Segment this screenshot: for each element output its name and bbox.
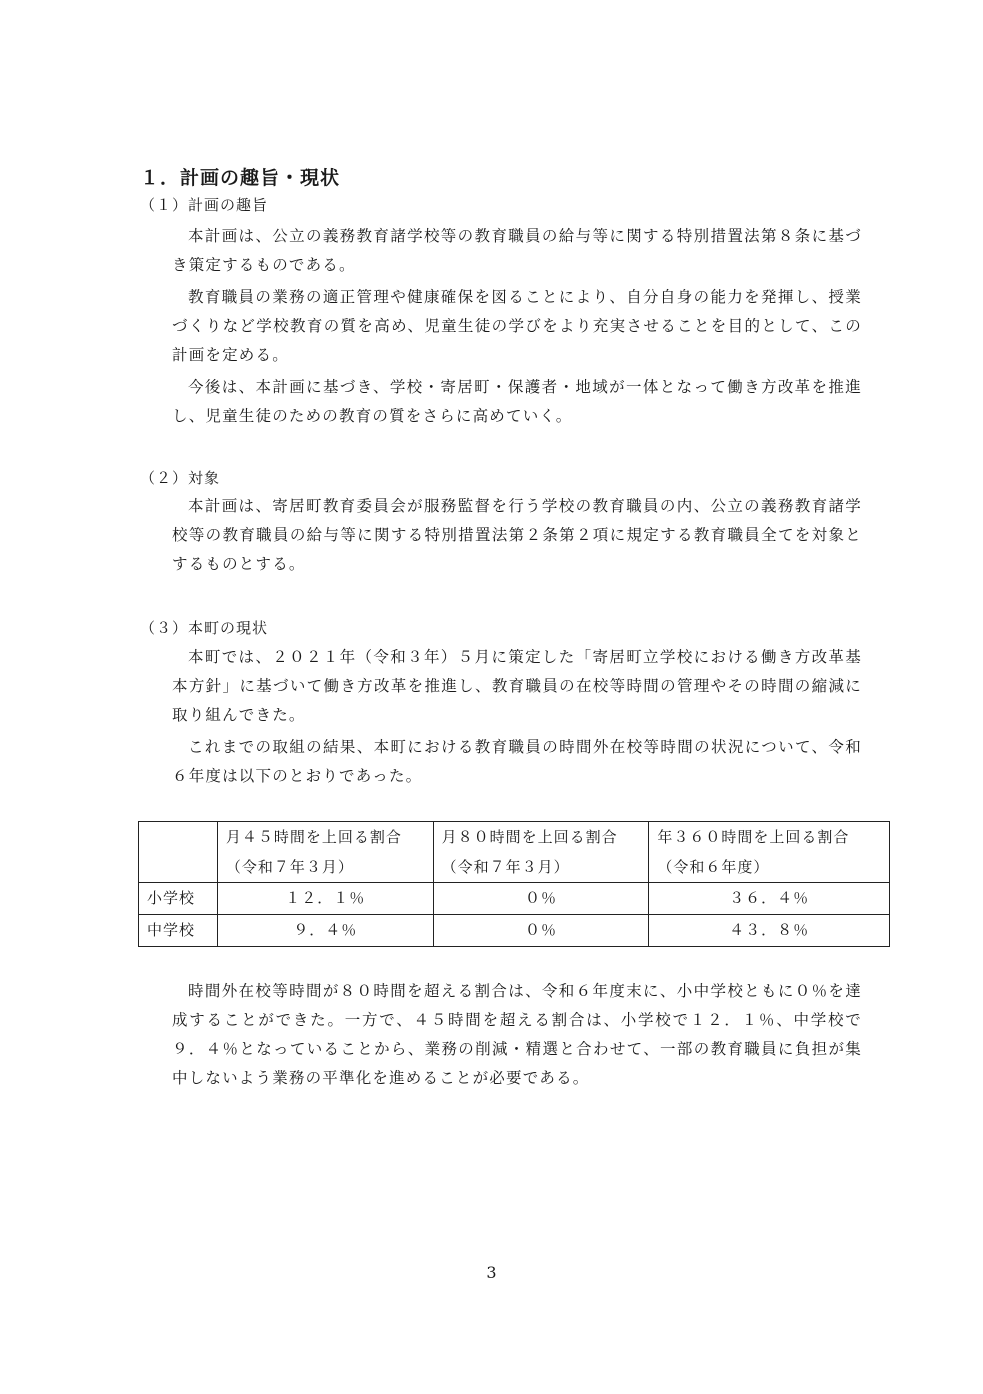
table-header-cell — [433, 822, 649, 883]
table-cell: ４３．８％ — [649, 915, 890, 947]
status-paragraph-1: 本町では、２０２１年（令和３年）５月に策定した「寄居町立学校における働き方改革基本方針」に基づいて働き方改革を推進し、教育職員の在校等時間の管理やその時間の縮減に取り組んできた。 — [172, 648, 862, 724]
header-period: （令和７年３月） — [225, 858, 354, 876]
status-paragraph-2: これまでの取組の結果、本町における教育職員の時間外在校等時間の状況について、令和６年度は以下のとおりであった。 — [172, 738, 862, 785]
table-header-cell — [217, 822, 433, 883]
target-paragraph: 本計画は、寄居町教育委員会が服務監督を行う学校の教育職員の内、公立の義務教育諸学校等の教育職員の給与等に関する特別措置法第２条第２項に規定する教育職員全てを対象とするものとする。 — [172, 497, 862, 573]
table-cell: ０％ — [433, 915, 649, 947]
subsection-title-purpose: （１）計画の趣旨 — [140, 196, 269, 214]
table-cell: １２．１％ — [217, 883, 433, 915]
table-cell: ０％ — [433, 883, 649, 915]
table-row — [139, 883, 890, 915]
header-period: （令和６年度） — [657, 858, 770, 876]
conclusion-paragraph: 時間外在校等時間が８０時間を超える割合は、令和６年度末に、小中学校ともに０％を達成することができた。一方で、４５時間を超える割合は、小学校で１２．１％、中学校で９．４％となっていることから、業務の削減・精選と合わせて、一部の教育職員に負担が集中しないよう業務の平準化を進めることが必要である。 — [172, 982, 862, 1087]
table-header-cell — [649, 822, 890, 883]
table-cell: ９．４％ — [217, 915, 433, 947]
table-corner-cell — [139, 822, 218, 883]
subsection-title-status: （３）本町の現状 — [140, 619, 269, 637]
row-label-elementary: 小学校 — [139, 883, 218, 915]
table-row — [139, 915, 890, 947]
table-cell: ３６．４％ — [649, 883, 890, 915]
purpose-paragraph-3: 今後は、本計画に基づき、学校・寄居町・保護者・地域が一体となって働き方改革を推進し、児童生徒のための教育の質をさらに高めていく。 — [172, 378, 862, 425]
purpose-paragraph-2: 教育職員の業務の適正管理や健康確保を図ることにより、自分自身の能力を発揮し、授業づくりなど学校教育の質を高め、児童生徒の学びをより充実させることを目的として、この計画を定める。 — [172, 288, 862, 364]
header-period: （令和７年３月） — [441, 858, 570, 876]
purpose-paragraph-1: 本計画は、公立の義務教育諸学校等の教育職員の給与等に関する特別措置法第８条に基づき策定するものである。 — [172, 227, 862, 274]
subsection-title-target: （２）対象 — [140, 469, 221, 487]
header-title: 月４５時間を上回る割合 — [225, 828, 402, 846]
table-header-row — [139, 822, 890, 883]
section-heading: １．計画の趣旨・現状 — [140, 167, 341, 189]
row-label-junior-high: 中学校 — [139, 915, 218, 947]
header-title: 月８０時間を上回る割合 — [441, 828, 618, 846]
overtime-table — [138, 821, 890, 947]
page-number: 3 — [486, 1263, 497, 1282]
header-title: 年３６０時間を上回る割合 — [657, 828, 850, 846]
